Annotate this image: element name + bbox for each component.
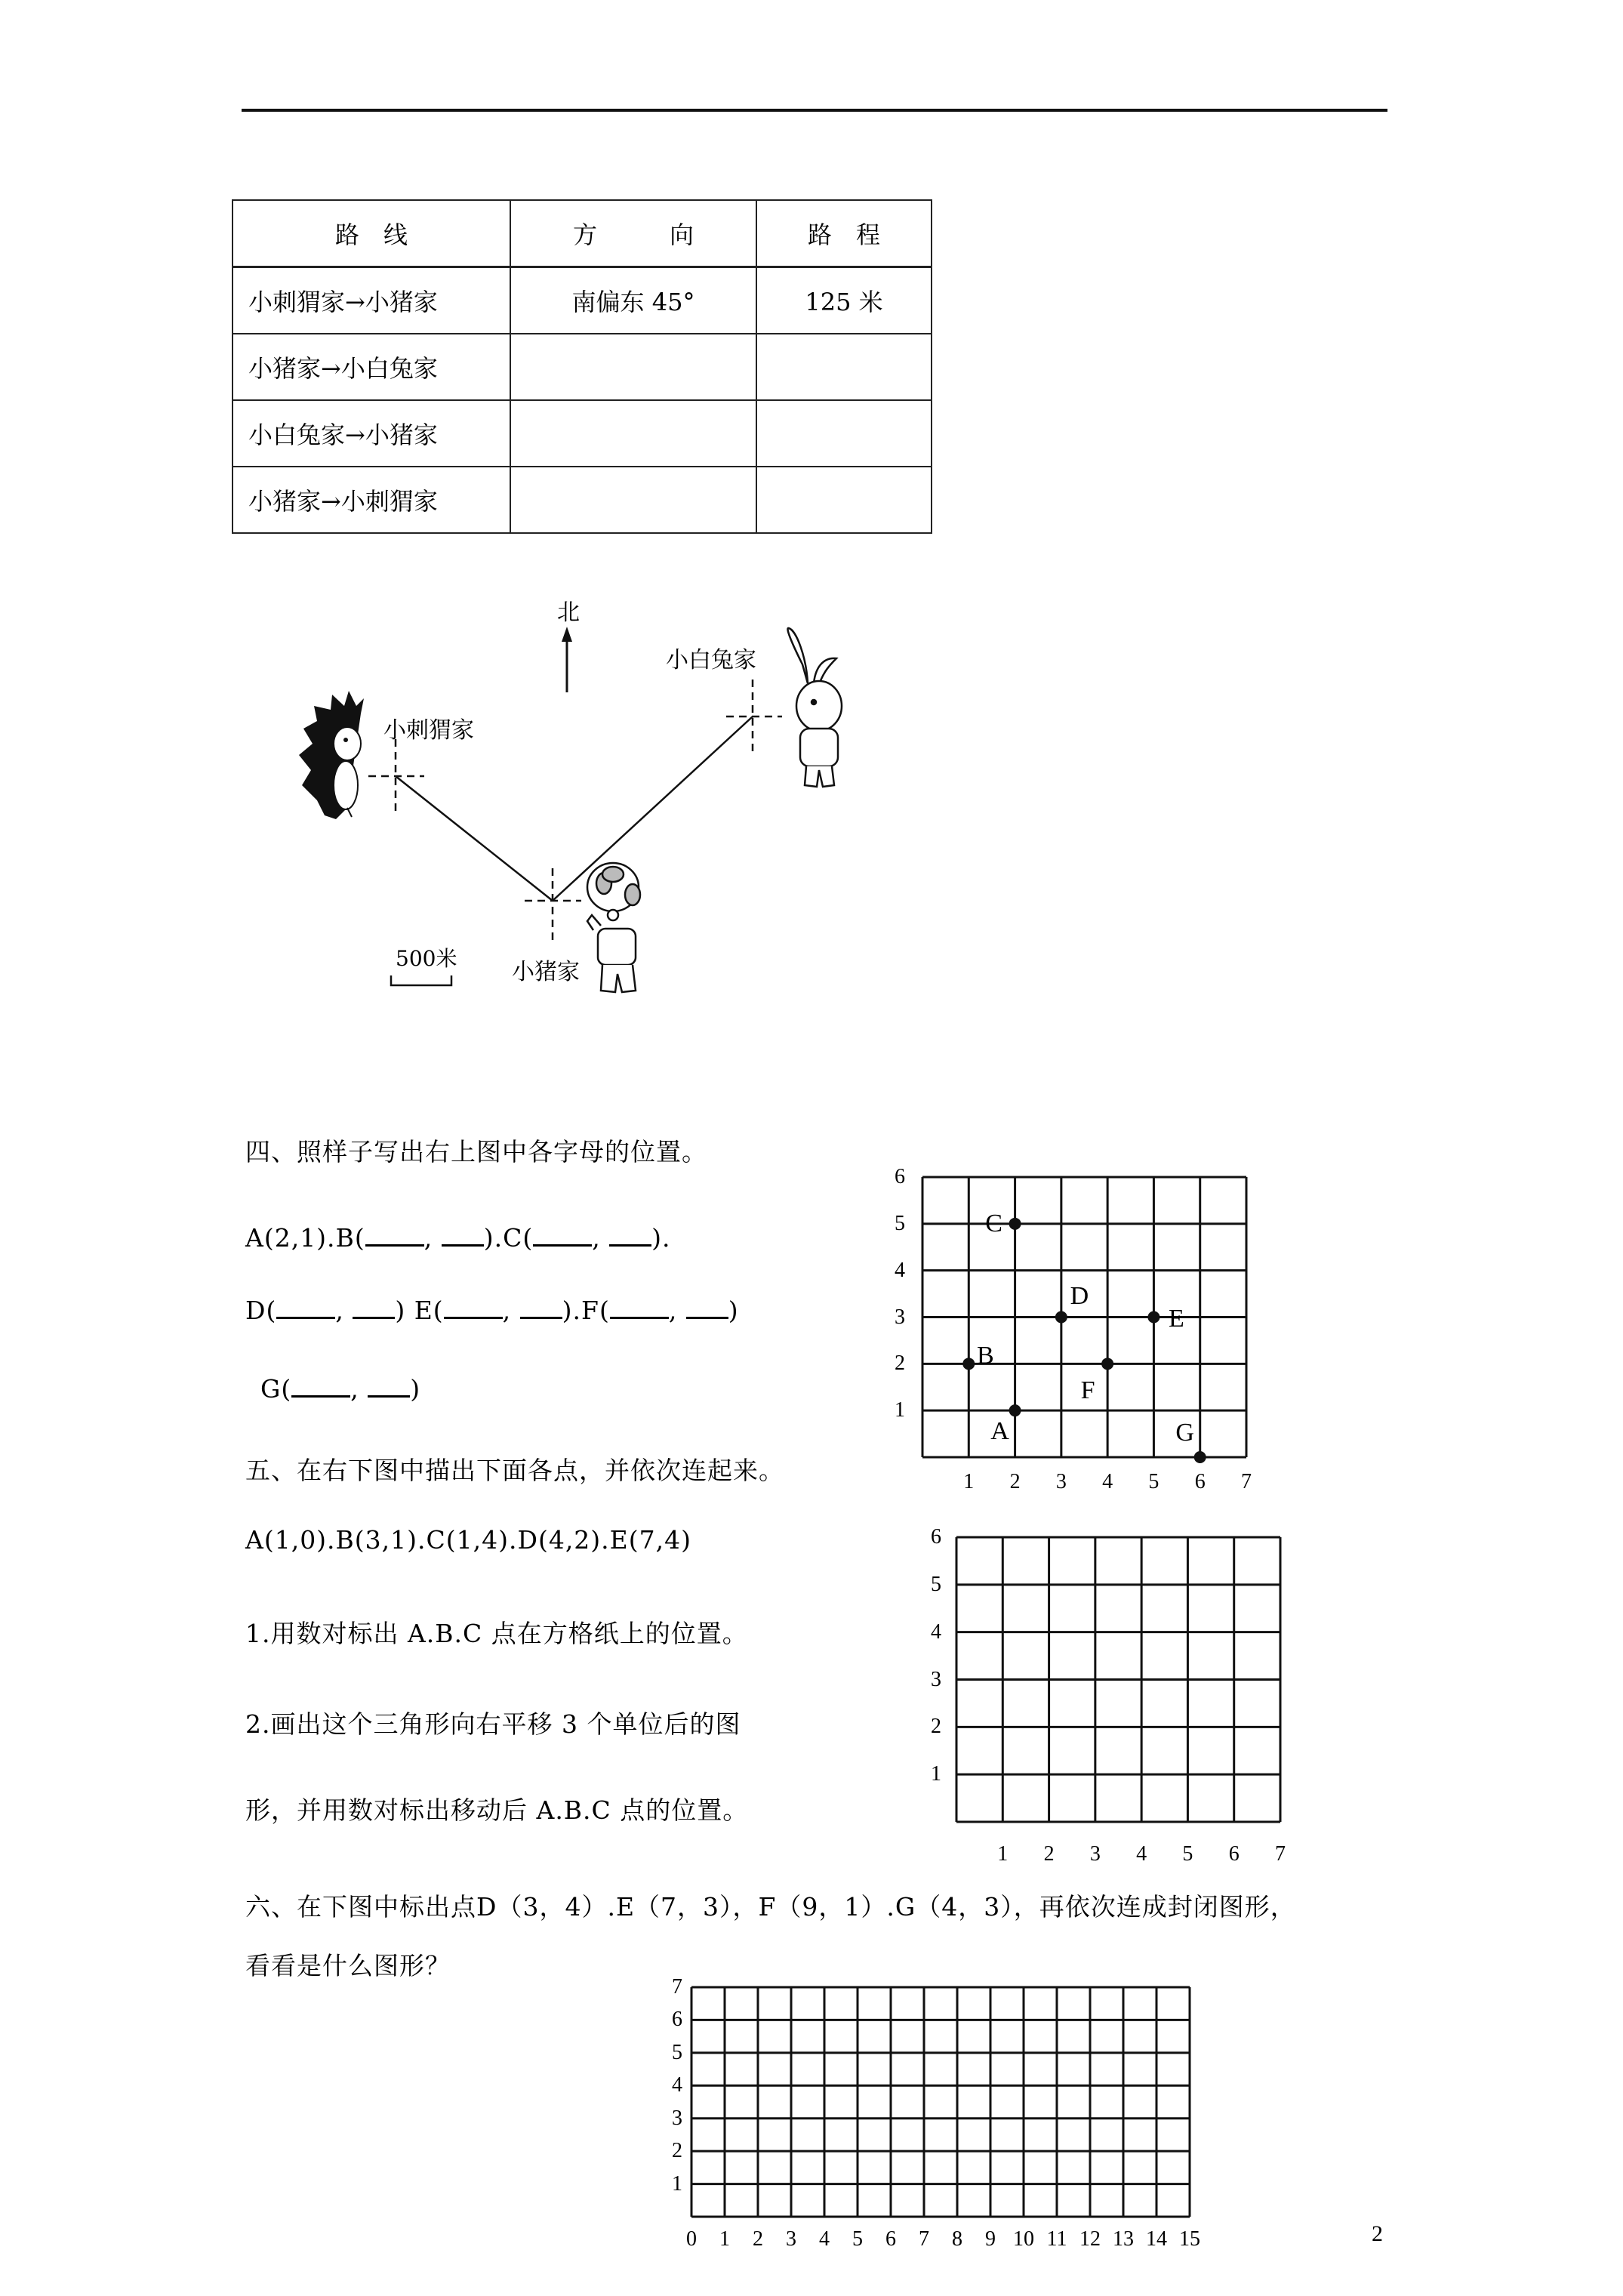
x-tick-label: 4 (1102, 1470, 1113, 1493)
section5-task2b: 形，并用数对标出移动后 A.B.C 点的位置。 (245, 1795, 749, 1825)
route-cell: 小猪家→小刺猬家 (233, 467, 510, 533)
x-tick-label: 6 (1194, 1470, 1206, 1493)
c-x-blank[interactable] (533, 1223, 592, 1247)
direction-cell[interactable] (510, 467, 756, 533)
y-tick-label: 3 (672, 2106, 682, 2130)
north-arrow-icon (562, 627, 572, 692)
rabbit-crosshair (726, 680, 782, 754)
north-label: 北 (557, 599, 580, 626)
y-tick-label: 1 (895, 1398, 905, 1422)
f-y-blank[interactable] (686, 1296, 728, 1319)
section5-task2a: 2.画出这个三角形向右平移 3 个单位后的图 (245, 1709, 741, 1739)
separator: . (494, 1223, 504, 1253)
x-tick-label: 7 (1275, 1842, 1286, 1866)
example-coord: A(2,1). (245, 1223, 336, 1253)
x-tick-label: 10 (1013, 2227, 1034, 2251)
x-tick-label: 12 (1079, 2227, 1101, 2251)
letter-d: D (245, 1296, 266, 1325)
y-tick-label: 6 (931, 1525, 941, 1549)
section5-task1: 1.用数对标出 A.B.C 点在方格纸上的位置。 (245, 1619, 748, 1648)
x-tick-label: 6 (885, 2227, 896, 2251)
point-label-A: A (990, 1417, 1009, 1446)
x-tick-label: 3 (1055, 1470, 1067, 1493)
hedgehog-home-label: 小刺猬家 (383, 717, 474, 744)
x-tick-label: 1 (963, 1470, 975, 1493)
d-x-blank[interactable] (276, 1296, 335, 1319)
rabbit-icon (788, 628, 842, 787)
y-tick-label: 4 (672, 2073, 682, 2097)
e-x-blank[interactable] (444, 1296, 503, 1319)
table-row (233, 267, 932, 334)
x-tick-label: 9 (985, 2227, 996, 2251)
route-cell: 小刺猬家→小猪家 (233, 267, 510, 334)
y-tick-label: 2 (931, 1715, 941, 1739)
pig-crosshair (525, 868, 581, 940)
y-tick-label: 3 (931, 1667, 941, 1691)
distance-cell[interactable] (756, 400, 932, 467)
section5-title: 五、在右下图中描出下面各点，并依次连起来。 (245, 1456, 784, 1485)
pig-icon (587, 863, 640, 992)
page-number: 2 (1372, 2221, 1383, 2246)
route-table (232, 199, 932, 534)
f-x-blank[interactable] (610, 1296, 669, 1319)
x-tick-label: 3 (1089, 1842, 1101, 1866)
hedgehog-crosshair (368, 739, 424, 812)
y-tick-label: 5 (895, 1211, 905, 1235)
point-label-F: F (1080, 1376, 1095, 1405)
y-tick-label: 2 (895, 1351, 905, 1376)
x-tick-label: 1 (997, 1842, 1009, 1866)
x-tick-label: 15 (1179, 2227, 1200, 2251)
g-x-blank[interactable] (291, 1374, 350, 1398)
table-row (233, 400, 932, 467)
scale-label: 500米 (396, 946, 457, 971)
y-tick-label: 1 (931, 1762, 941, 1786)
x-tick-label: 3 (786, 2227, 796, 2251)
section4-line-g: G( , ) (260, 1374, 421, 1404)
x-tick-label: 14 (1146, 2227, 1167, 2251)
e-y-blank[interactable] (520, 1296, 562, 1319)
distance-cell: 125 米 (756, 267, 932, 334)
x-tick-label: 2 (1043, 1842, 1055, 1866)
point-label-G: G (1175, 1419, 1194, 1447)
section4-title: 四、照样子写出右上图中各字母的位置。 (245, 1137, 707, 1166)
table-header-row (233, 200, 932, 267)
route-line-pig-rabbit (553, 717, 753, 901)
point-A (1009, 1404, 1021, 1416)
route-cell: 小白兔家→小猪家 (233, 400, 510, 467)
g-y-blank[interactable] (368, 1374, 410, 1398)
d-y-blank[interactable] (353, 1296, 395, 1319)
separator (405, 1296, 414, 1325)
separator: . (662, 1223, 671, 1253)
header-rule (242, 109, 1387, 112)
x-tick-label: 4 (1136, 1842, 1147, 1866)
direction-cell: 南偏东 45° (510, 267, 756, 334)
section4-line-def: D( , ) E( , ).F( , ) (245, 1296, 739, 1325)
point-label-C: C (985, 1209, 1002, 1237)
pig-home-label: 小猪家 (512, 959, 580, 985)
scale-bar (391, 975, 451, 985)
x-tick-label: 6 (1228, 1842, 1240, 1866)
route-line-hedgehog-pig (396, 776, 553, 901)
rabbit-home-label: 小白兔家 (666, 647, 756, 673)
c-y-blank[interactable] (609, 1223, 651, 1247)
b-y-blank[interactable] (442, 1223, 484, 1247)
point-D (1055, 1311, 1067, 1324)
point-B (962, 1358, 975, 1370)
direction-cell[interactable] (510, 400, 756, 467)
x-tick-label: 2 (753, 2227, 763, 2251)
header-direction: 方 向 (510, 200, 756, 267)
x-tick-label: 11 (1046, 2227, 1067, 2251)
header-route: 路 线 (233, 200, 510, 267)
point-label-E: E (1169, 1304, 1184, 1333)
x-tick-label: 5 (1148, 1470, 1160, 1493)
x-tick-label: 5 (852, 2227, 863, 2251)
y-tick-label: 2 (672, 2139, 682, 2163)
letter-c: C (503, 1223, 523, 1253)
y-tick-label: 5 (931, 1572, 941, 1596)
x-tick-label: 5 (1182, 1842, 1193, 1866)
route-cell: 小猪家→小白兔家 (233, 334, 510, 400)
letter-e: E (414, 1296, 433, 1325)
letter-g: G (260, 1374, 282, 1404)
section6-line2: 看看是什么图形？ (245, 1951, 451, 1980)
direction-cell[interactable] (510, 334, 756, 400)
section6-line1: 六、在下图中标出点D（3，4）.E（7，3），F（9，1）.G（4，3），再依次连成封闭图形， (245, 1892, 1296, 1922)
x-tick-label: 8 (952, 2227, 962, 2251)
distance-cell[interactable] (756, 467, 932, 533)
x-tick-label: 2 (1009, 1470, 1021, 1493)
x-tick-label: 13 (1113, 2227, 1134, 2251)
y-tick-label: 3 (895, 1305, 905, 1329)
separator: . (572, 1296, 582, 1325)
x-tick-label: 0 (686, 2227, 697, 2251)
x-tick-label: 7 (919, 2227, 929, 2251)
letter-b: B (335, 1223, 355, 1253)
y-tick-label: 1 (672, 2171, 682, 2196)
section5-points: A(1,0).B(3,1).C(1,4).D(4,2).E(7,4) (245, 1525, 691, 1555)
x-tick-label: 4 (819, 2227, 830, 2251)
table-row (233, 467, 932, 533)
point-E (1147, 1311, 1160, 1324)
y-tick-label: 6 (895, 1165, 905, 1188)
point-C (1009, 1218, 1021, 1230)
x-tick-label: 7 (1241, 1470, 1252, 1493)
y-tick-label: 6 (672, 2008, 682, 2032)
y-tick-label: 5 (672, 2040, 682, 2064)
section4-line-abc: A(2,1).B( , ).C( , ). (245, 1223, 671, 1253)
point-label-B: B (976, 1342, 994, 1370)
header-distance: 路 程 (756, 200, 932, 267)
letter-f: F (581, 1296, 599, 1325)
b-x-blank[interactable] (365, 1223, 424, 1247)
distance-cell[interactable] (756, 334, 932, 400)
y-tick-label: 4 (931, 1620, 941, 1644)
point-F (1101, 1358, 1113, 1370)
y-tick-label: 7 (672, 1975, 682, 1999)
x-tick-label: 1 (719, 2227, 730, 2251)
hedgehog-icon (299, 691, 364, 819)
point-G (1194, 1451, 1206, 1463)
point-label-D: D (1070, 1281, 1089, 1310)
table-row (233, 334, 932, 400)
y-tick-label: 4 (895, 1258, 905, 1282)
